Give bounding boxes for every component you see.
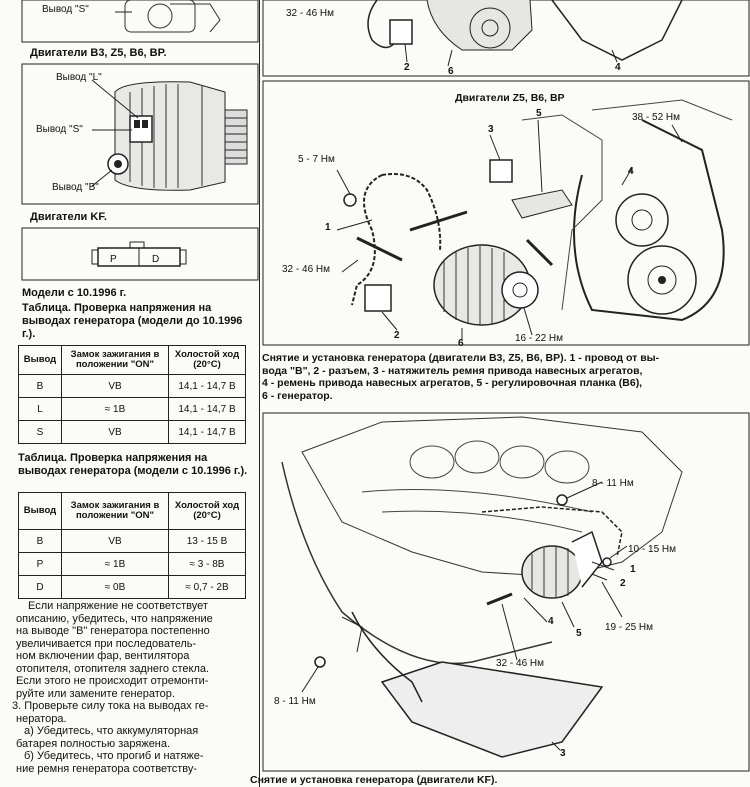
connector-p-label: P [110, 254, 117, 265]
terminal-s-label: Вывод "S" [36, 124, 83, 135]
table-row: D ≈ 0В ≈ 0,7 - 2В [19, 576, 246, 599]
table1-header-terminal: Вывод [19, 346, 62, 375]
table1-title: Таблица. Проверка напряжения на выводах генератора (модели до 10.1996 г.). [22, 302, 243, 340]
table1-header-ignition: Замок зажигания в положении "ON" [62, 346, 169, 375]
column-divider [259, 0, 260, 787]
table-row: S VB 14,1 - 14,7 В [19, 421, 246, 444]
connector-d-label: D [152, 254, 160, 265]
torque-label-top: 32 - 46 Нм [286, 8, 335, 19]
diagram2-caption: Снятие и установка генератора (двигатели KF). [250, 774, 498, 786]
table2-title: Таблица. Проверка напряжения на выводах генератора (модели с 10.1996 г.). [18, 452, 248, 477]
table-row: P ≈ 1В ≈ 3 - 8В [19, 553, 246, 576]
table2-header-ignition: Замок зажигания в положении "ON" [62, 493, 169, 530]
terminal-s-label-top: Вывод "S" [42, 4, 89, 15]
caption-engines-kf: Двигатели KF. [30, 211, 107, 223]
table-row: B VB 13 - 15 В [19, 530, 246, 553]
table1-header-idle: Холостой ход (20°C) [169, 346, 246, 375]
diagram1-title: Двигатели Z5, B6, BP [455, 92, 565, 104]
table2-header-terminal: Вывод [19, 493, 62, 530]
terminal-l-label: Вывод "L" [56, 72, 102, 83]
table-row: B VB 14,1 - 14,7 В [19, 375, 246, 398]
table-row: L ≈ 1В 14,1 - 14,7 В [19, 398, 246, 421]
terminal-b-label: Вывод "B" [52, 182, 99, 193]
diagram-top-fragment [262, 0, 750, 78]
alternator-removal-diagram-kf [262, 412, 750, 774]
caption-models: Модели с 10.1996 г. [22, 287, 127, 299]
caption-engines-b3: Двигатели B3, Z5, B6, BP. [30, 47, 167, 59]
diagram1-caption: Снятие и установка генератора (двигатели B3, Z5, B6, BP). 1 - провод от вы- вода "B", 2 - разъем, 3 - натяжитель ремня привода навесных агрегатов, 4 - ремень привода навесных агрегатов, 5 - регулировочная планка (B6), 6 - генератор. [262, 352, 660, 402]
voltage-table-pre-1996 [18, 345, 246, 444]
connector-pd-illustration [20, 226, 260, 282]
table2-header-idle: Холостой ход (20°C) [169, 493, 246, 530]
body-paragraph: Если напряжение не соответствует описанию, убедитесь, что напряжение на выводе "B" генератора постепенно увеличивается при последователь- ном включении фар, вентилятора отопителя, отопителя заднего стекла. Если этого не происходит отремонти- руйте или замените генератор. 3. Проверьте силу тока на выводах ге- нератора. а) Убедитесь, что аккумуляторная батарея полностью заряжена. б) Убедитесь, что прогиб и натяже- ние ремня генератора соответству- [12, 600, 213, 775]
voltage-table-post-1996 [18, 492, 246, 599]
